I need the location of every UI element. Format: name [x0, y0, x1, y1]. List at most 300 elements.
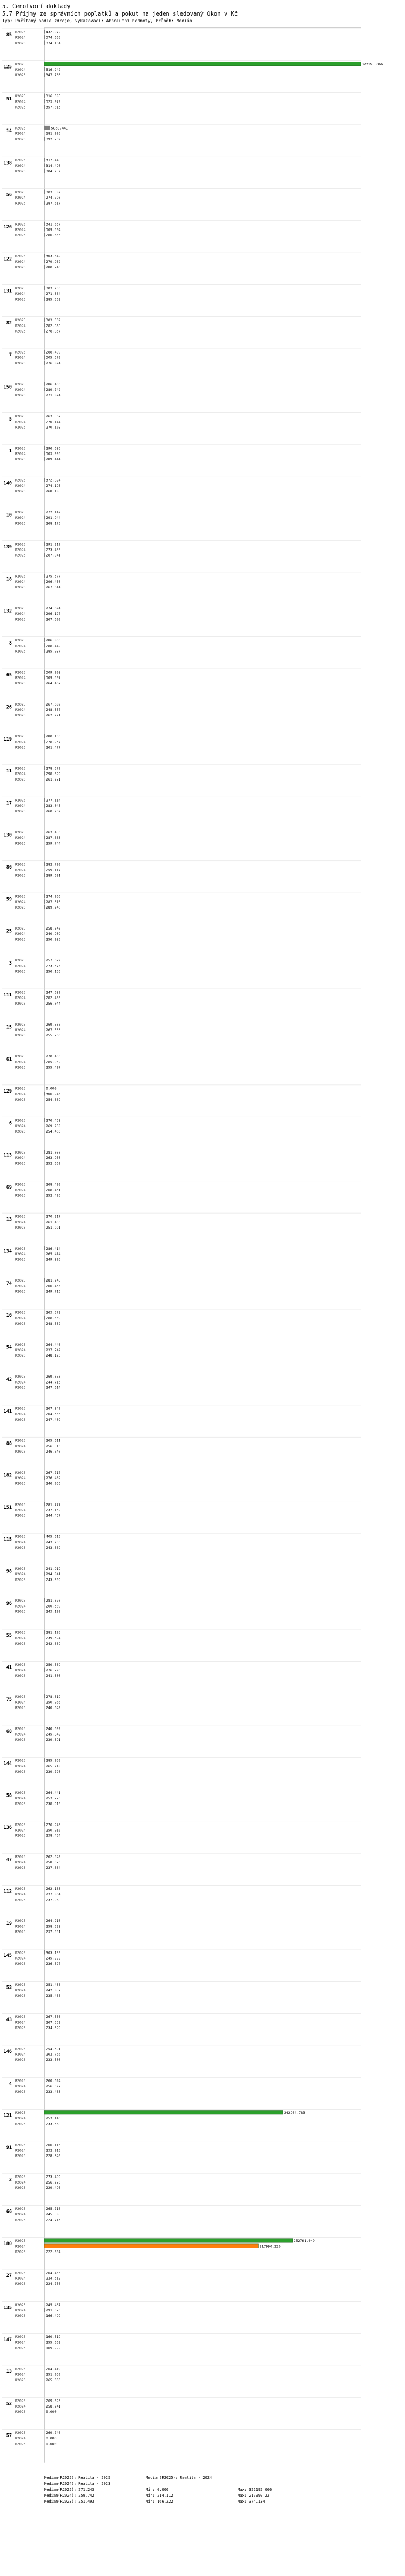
group-label: 151: [3, 1505, 12, 1511]
bar: [44, 451, 45, 456]
bar: [44, 1246, 45, 1250]
data-label: 258.242: [46, 926, 61, 931]
series-label: R2025: [15, 478, 26, 483]
data-label: 392.739: [46, 137, 61, 141]
series-label: R2023: [15, 1770, 26, 1774]
data-label: 281.030: [46, 1150, 61, 1155]
group-label: 129: [3, 1089, 12, 1095]
series-label: R2024: [15, 1956, 26, 1961]
bar: [44, 1572, 45, 1576]
data-label: 298.629: [46, 771, 61, 776]
data-label: 288.559: [46, 1316, 61, 1320]
data-label: 267.556: [46, 2015, 61, 2019]
data-label: 244.437: [46, 1513, 61, 1518]
bar: [44, 1950, 45, 1955]
data-label: 255.766: [46, 1033, 61, 1038]
data-label: 274.966: [46, 894, 61, 899]
group-label: 146: [3, 2049, 12, 2055]
data-label: 256.044: [46, 1001, 61, 1006]
series-label: R2025: [15, 1438, 26, 1443]
group-label: 54: [6, 1345, 12, 1351]
legend-entry: Min: 0.000: [146, 2487, 169, 2492]
series-label: R2025: [15, 702, 26, 707]
data-label: 258.370: [46, 1860, 61, 1865]
group-label: 75: [6, 1697, 12, 1703]
data-label: 261.477: [46, 745, 61, 750]
data-label: 256.276: [46, 2180, 61, 2185]
series-label: R2025: [15, 1694, 26, 1699]
group-label: 15: [6, 1025, 12, 1031]
data-label: 268.175: [46, 521, 61, 526]
data-label: 166.499: [46, 2314, 61, 2319]
series-label: R2023: [15, 1161, 26, 1166]
bar: [44, 137, 45, 140]
group-label: 74: [6, 1280, 12, 1286]
series-label: R2023: [15, 2153, 26, 2158]
series-label: R2025: [15, 286, 26, 290]
data-label: 249.893: [46, 1257, 61, 1262]
data-label: 0.000: [46, 2436, 57, 2441]
series-label: R2023: [15, 489, 26, 494]
data-label: 258.241: [46, 2404, 61, 2409]
data-label: 259.744: [46, 841, 61, 846]
series-label: R2025: [15, 2078, 26, 2083]
data-label: 240.692: [46, 1726, 61, 1731]
series-label: R2025: [15, 1566, 26, 1571]
series-label: R2023: [15, 713, 26, 718]
series-label: R2024: [15, 899, 26, 904]
series-label: R2025: [15, 1310, 26, 1315]
data-label: 248.123: [46, 1353, 61, 1358]
series-label: R2025: [15, 2398, 26, 2403]
series-label: R2025: [15, 862, 26, 867]
series-label: R2023: [15, 2025, 26, 2030]
bar: [44, 388, 45, 392]
group-label: 18: [6, 577, 12, 582]
bar: [44, 265, 45, 269]
series-label: R2025: [15, 1919, 26, 1923]
data-label: 243.309: [46, 1577, 61, 1582]
series-label: R2024: [15, 2116, 26, 2121]
series-label: R2024: [15, 579, 26, 584]
data-label: 238.910: [46, 1801, 61, 1806]
legend-entry: Max: 374.134: [238, 2499, 265, 2504]
series-label: R2023: [15, 777, 26, 782]
bar: [44, 873, 45, 877]
data-label: 286.414: [46, 1246, 61, 1251]
series-label: R2023: [15, 457, 26, 462]
series-label: R2024: [15, 1604, 26, 1609]
data-label: 286.803: [46, 638, 61, 643]
series-label: R2024: [15, 2212, 26, 2217]
series-label: R2024: [15, 1924, 26, 1929]
series-label: R2024: [15, 675, 26, 680]
series-label: R2023: [15, 361, 26, 365]
bar: [44, 1278, 45, 1283]
data-label: 279.962: [46, 259, 61, 264]
series-label: R2023: [15, 1673, 26, 1678]
group-label: 68: [6, 1729, 12, 1735]
group-label: 51: [6, 96, 12, 102]
group-label: 17: [6, 801, 12, 806]
bar: [44, 62, 361, 66]
series-label: R2025: [15, 1118, 26, 1123]
series-label: R2024: [15, 1508, 26, 1513]
data-label: 266.435: [46, 1284, 61, 1289]
data-label: 291.944: [46, 516, 61, 520]
bar: [44, 638, 45, 642]
group-label: 56: [6, 192, 12, 198]
data-label: 263.567: [46, 414, 61, 419]
series-label: R2024: [15, 483, 26, 488]
series-label: R2025: [15, 1758, 26, 1763]
data-label: 296.127: [46, 612, 61, 616]
series-label: R2025: [15, 318, 26, 323]
group-label: 91: [6, 2145, 12, 2151]
data-label: 237.968: [46, 1897, 61, 1902]
series-label: R2025: [15, 2206, 26, 2211]
legend-entry: Min: 214.112: [146, 2493, 173, 2498]
data-label: 270.217: [46, 1214, 61, 1219]
data-label: 285.987: [46, 649, 61, 654]
data-label: 181.995: [46, 131, 61, 136]
series-label: R2025: [15, 222, 26, 227]
series-label: R2025: [15, 1662, 26, 1667]
data-label: 260.624: [46, 2078, 61, 2083]
data-label: 251.991: [46, 1225, 61, 1230]
series-label: R2023: [15, 393, 26, 398]
bar: [44, 158, 45, 162]
series-label: R2024: [15, 163, 26, 168]
series-label: R2024: [15, 771, 26, 776]
series-label: R2023: [15, 1737, 26, 1742]
data-label: 289.240: [46, 905, 61, 910]
bar: [44, 740, 45, 744]
series-label: R2023: [15, 1257, 26, 1262]
series-label: R2023: [15, 1129, 26, 1134]
data-label: 246.036: [46, 1481, 61, 1486]
group-label: 131: [3, 288, 12, 294]
data-label: 262.765: [46, 2052, 61, 2057]
series-label: R2025: [15, 1054, 26, 1059]
data-label: 268.490: [46, 1182, 61, 1187]
bar: [44, 227, 45, 232]
bar: [44, 862, 45, 866]
data-label: 296.450: [46, 579, 61, 584]
group-label: 82: [6, 320, 12, 326]
group-label: 135: [3, 2305, 12, 2311]
data-label: 232.915: [46, 2148, 61, 2153]
data-label: 270.436: [46, 1054, 61, 1059]
bar: [44, 1476, 45, 1480]
series-label: R2025: [15, 734, 26, 739]
series-label: R2025: [15, 158, 26, 162]
data-label: 268.185: [46, 489, 61, 494]
data-label: 267.717: [46, 1470, 61, 1475]
series-label: R2023: [15, 2281, 26, 2286]
bar: [44, 1118, 45, 1122]
bar: [44, 894, 45, 898]
group-label: 180: [3, 2241, 12, 2247]
data-label: 255.497: [46, 1065, 61, 1070]
data-label: 237.742: [46, 1348, 61, 1352]
data-label: 267.332: [46, 2020, 61, 2025]
series-label: R2023: [15, 1417, 26, 1422]
series-label: R2023: [15, 1961, 26, 1966]
series-label: R2023: [15, 1385, 26, 1390]
series-label: R2025: [15, 1822, 26, 1827]
series-label: R2023: [15, 2377, 26, 2382]
series-label: R2024: [15, 451, 26, 456]
group-label: 14: [6, 128, 12, 134]
bar: [44, 350, 45, 354]
series-label: R2024: [15, 131, 26, 136]
series-label: R2025: [15, 1598, 26, 1603]
data-label: 405.615: [46, 1534, 61, 1539]
group-label: 59: [6, 897, 12, 903]
series-label: R2023: [15, 1609, 26, 1614]
series-label: R2023: [15, 233, 26, 238]
data-label: 280.136: [46, 734, 61, 739]
data-label: 264.419: [46, 2367, 61, 2371]
bar: [44, 1534, 45, 1538]
data-label: 250.569: [46, 1662, 61, 1667]
group-label: 7: [9, 352, 12, 358]
series-label: R2025: [15, 1982, 26, 1987]
data-label: 306.245: [46, 1092, 61, 1096]
data-label: 277.114: [46, 798, 61, 803]
series-label: R2023: [15, 1001, 26, 1006]
bar: [44, 1502, 45, 1507]
series-label: R2025: [15, 606, 26, 611]
series-label: R2024: [15, 1572, 26, 1577]
data-label: 243.689: [46, 1545, 61, 1550]
series-label: R2024: [15, 1892, 26, 1897]
group-label: 150: [3, 384, 12, 390]
bar: [44, 382, 45, 386]
data-label: 5868.441: [51, 126, 68, 131]
series-label: R2024: [15, 1540, 26, 1544]
series-label: R2025: [15, 1470, 26, 1475]
bar: [44, 579, 45, 584]
series-label: R2023: [15, 2090, 26, 2094]
bar: [44, 1668, 45, 1672]
series-label: R2025: [15, 1022, 26, 1027]
data-label: 309.504: [46, 227, 61, 232]
data-label: 281.370: [46, 1598, 61, 1603]
series-label: R2023: [15, 1513, 26, 1518]
group-label: 1: [9, 449, 12, 455]
data-label: 265.218: [46, 1764, 61, 1768]
bar: [44, 2308, 45, 2313]
data-label: 238.454: [46, 1833, 61, 1838]
series-label: R2023: [15, 1866, 26, 1870]
data-label: 265.000: [46, 2377, 61, 2382]
group-label: 6: [9, 1121, 12, 1127]
series-label: R2025: [15, 510, 26, 514]
data-label: 265.414: [46, 1252, 61, 1257]
data-label: 285.950: [46, 1758, 61, 1763]
bar: [44, 905, 45, 910]
data-label: 228.840: [46, 2153, 61, 2158]
data-label: 285.952: [46, 1060, 61, 1065]
series-label: R2023: [15, 873, 26, 878]
series-label: R2025: [15, 574, 26, 579]
data-label: 269.623: [46, 2398, 61, 2403]
section-title: 5. Cenotvorí doklady: [2, 3, 71, 10]
series-label: R2024: [15, 1700, 26, 1705]
data-label: 256.136: [46, 969, 61, 974]
bar: [44, 99, 45, 104]
data-label: 245.467: [46, 2302, 61, 2307]
series-label: R2024: [15, 1380, 26, 1385]
series-label: R2025: [15, 1374, 26, 1379]
bar: [44, 670, 45, 674]
group-label: 138: [3, 160, 12, 166]
series-label: R2024: [15, 1732, 26, 1737]
data-label: 374.665: [46, 35, 61, 40]
group-label: 119: [3, 736, 12, 742]
series-label: R2023: [15, 2249, 26, 2254]
series-label: R2025: [15, 542, 26, 547]
bar: [44, 2111, 283, 2115]
group-label: 5: [9, 416, 12, 422]
data-label: 160.519: [46, 2335, 61, 2340]
bar: [44, 995, 45, 1000]
data-label: 516.242: [46, 67, 61, 72]
group-label: 16: [6, 1313, 12, 1319]
data-label: 278.579: [46, 766, 61, 771]
series-label: R2023: [15, 809, 26, 814]
data-label: 0.000: [46, 1086, 57, 1091]
bar: [44, 222, 45, 226]
series-label: R2023: [15, 425, 26, 430]
data-label: 240.909: [46, 932, 61, 937]
data-label: 256.397: [46, 2084, 61, 2089]
bar: [44, 355, 45, 360]
data-label: 372.824: [46, 478, 61, 483]
data-label: 236.527: [46, 1961, 61, 1966]
series-label: R2025: [15, 2270, 26, 2275]
group-label: 115: [3, 1537, 12, 1543]
series-label: R2023: [15, 73, 26, 78]
series-label: R2024: [15, 1443, 26, 1448]
series-label: R2025: [15, 1214, 26, 1219]
series-label: R2023: [15, 969, 26, 974]
data-label: 241.300: [46, 1673, 61, 1678]
data-label: 271.824: [46, 393, 61, 398]
data-label: 288.442: [46, 643, 61, 648]
data-label: 281.777: [46, 1502, 61, 1507]
group-label: 8: [9, 640, 12, 646]
series-label: R2024: [15, 2372, 26, 2377]
data-label: 278.857: [46, 329, 61, 334]
series-label: R2023: [15, 585, 26, 589]
bar: [44, 1694, 45, 1699]
bar: [44, 105, 45, 109]
series-label: R2025: [15, 1406, 26, 1411]
series-label: R2023: [15, 137, 26, 141]
data-label: 224.713: [46, 2218, 61, 2222]
data-label: 281.195: [46, 1630, 61, 1635]
data-label: 240.649: [46, 1705, 61, 1710]
data-label: 289.444: [46, 457, 61, 462]
series-label: R2024: [15, 708, 26, 712]
data-label: 271.384: [46, 292, 61, 296]
series-label: R2025: [15, 2367, 26, 2371]
group-label: 113: [3, 1153, 12, 1158]
series-label: R2025: [15, 1791, 26, 1795]
series-label: R2024: [15, 227, 26, 232]
bar: [44, 126, 50, 130]
data-label: 287.863: [46, 836, 61, 840]
group-label: 25: [6, 928, 12, 934]
bar: [44, 329, 45, 333]
data-label: 0.000: [46, 2410, 57, 2415]
series-label: R2024: [15, 2276, 26, 2281]
group-label: 52: [6, 2401, 12, 2407]
data-label: 286.656: [46, 233, 61, 238]
data-label: 341.637: [46, 222, 61, 227]
series-label: R2025: [15, 446, 26, 451]
series-label: R2024: [15, 195, 26, 200]
data-label: 250.910: [46, 1828, 61, 1833]
data-label: 273.375: [46, 964, 61, 968]
data-label: 287.941: [46, 553, 61, 558]
data-label: 243.236: [46, 1540, 61, 1544]
series-label: R2024: [15, 35, 26, 40]
series-label: R2025: [15, 1534, 26, 1539]
data-label: 265.611: [46, 1438, 61, 1443]
data-label: 270.144: [46, 419, 61, 424]
series-label: R2024: [15, 1476, 26, 1481]
group-label: 47: [6, 1857, 12, 1863]
series-label: R2023: [15, 521, 26, 526]
series-label: R2024: [15, 1123, 26, 1128]
data-label: 267.600: [46, 617, 61, 622]
series-label: R2025: [15, 30, 26, 35]
series-label: R2024: [15, 1316, 26, 1320]
data-label: 245.842: [46, 1732, 61, 1737]
series-label: R2025: [15, 1150, 26, 1155]
data-label: 260.202: [46, 809, 61, 814]
data-label: 270.108: [46, 425, 61, 430]
group-label: 182: [3, 1473, 12, 1479]
group-label: 11: [6, 769, 12, 775]
bar: [44, 574, 45, 578]
group-label: 42: [6, 1377, 12, 1382]
data-label: 262.221: [46, 713, 61, 718]
data-label: 264.441: [46, 1791, 61, 1795]
group-label: 130: [3, 832, 12, 838]
data-label: 261.430: [46, 1219, 61, 1224]
data-label: 229.496: [46, 2186, 61, 2190]
series-label: R2025: [15, 926, 26, 931]
data-label: 269.353: [46, 1374, 61, 1379]
legend-entry: Max: 217990.22: [238, 2493, 270, 2498]
data-label: 245.585: [46, 2212, 61, 2217]
data-label: 222.604: [46, 2249, 61, 2254]
data-label: 248.357: [46, 708, 61, 712]
data-label: 253.770: [46, 1796, 61, 1801]
series-label: R2025: [15, 254, 26, 259]
data-label: 275.377: [46, 574, 61, 579]
series-label: R2024: [15, 803, 26, 808]
data-label: 244.716: [46, 1380, 61, 1385]
series-label: R2023: [15, 1289, 26, 1294]
series-label: R2023: [15, 1449, 26, 1454]
bar: [44, 1092, 45, 1096]
